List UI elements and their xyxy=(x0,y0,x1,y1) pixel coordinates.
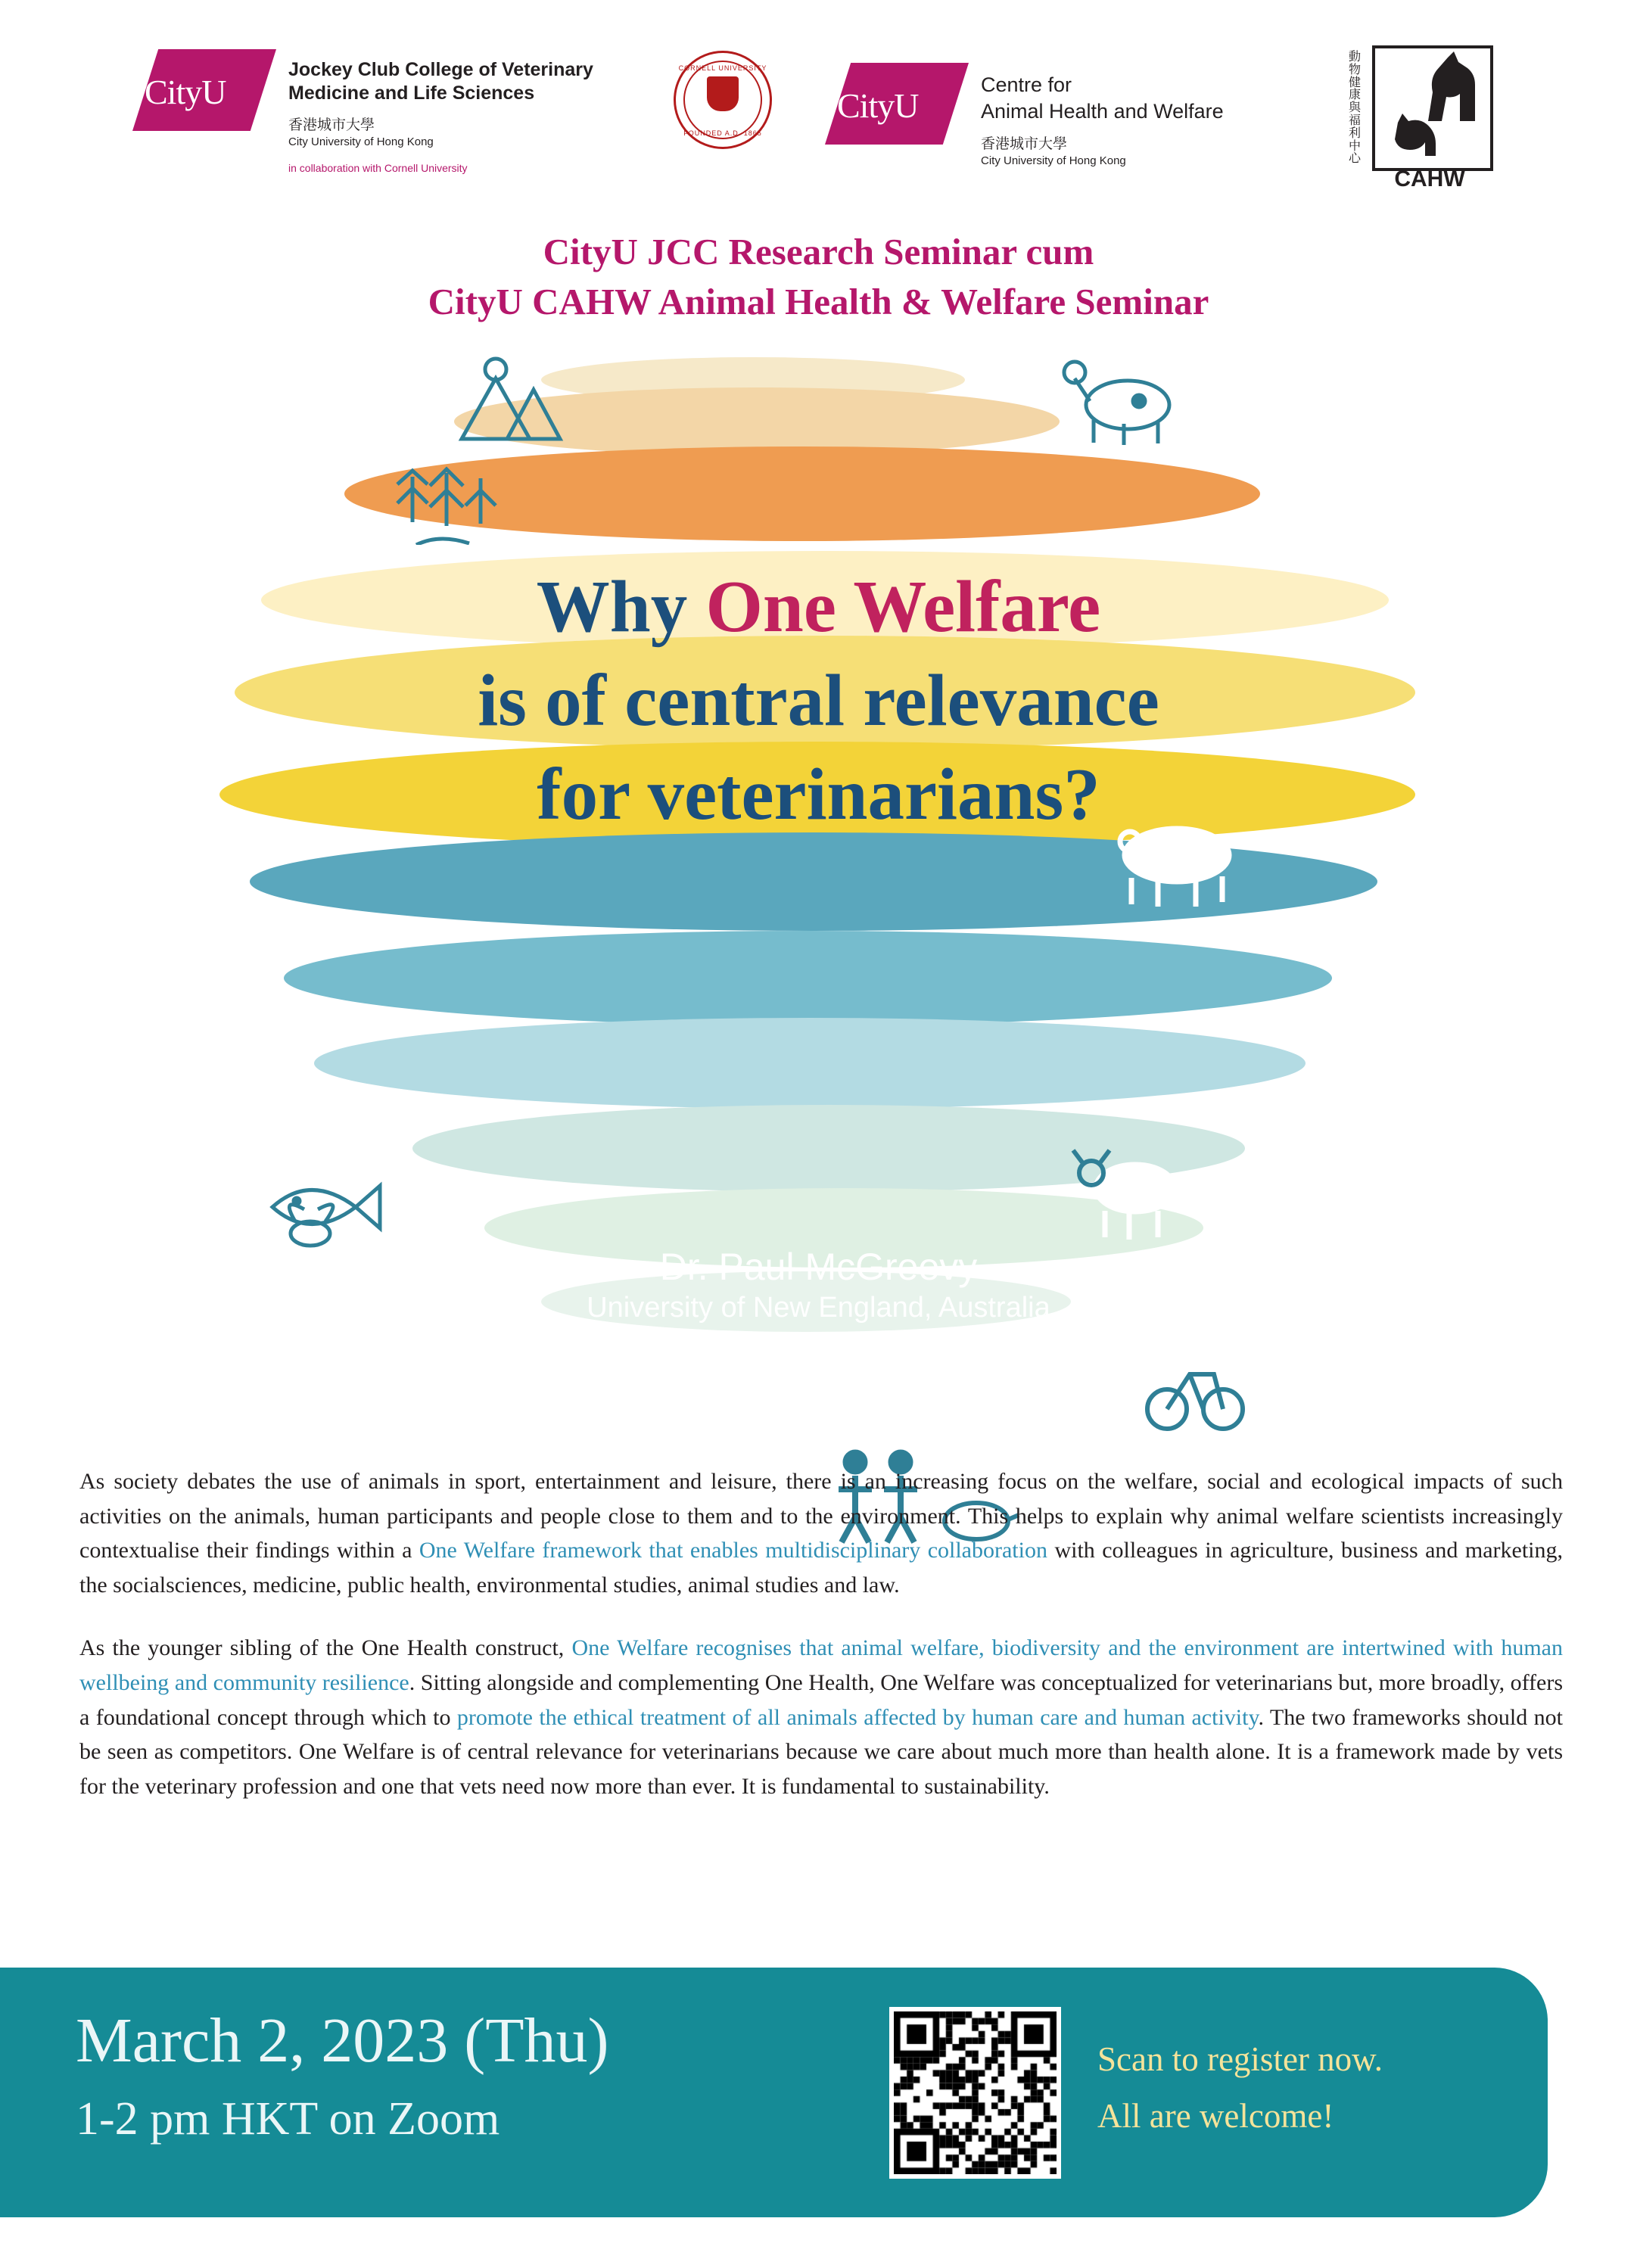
cahw-name-line2: Animal Health and Welfare xyxy=(981,100,1224,123)
abstract-paragraph-2 xyxy=(79,1631,1563,1803)
jcc-name-chinese: 香港城市大學 xyxy=(288,117,375,133)
abstract-paragraph-1 xyxy=(79,1464,1563,1602)
header-logos xyxy=(0,42,1637,216)
cahw-university: City University of Hong Kong xyxy=(981,154,1126,168)
abstract-p2-highlight-2: promote the ethical treatment of all animals affected by human care and human activity xyxy=(456,1704,1259,1730)
poster-title xyxy=(0,560,1637,842)
cornell-seal-bottom-text: FOUNDED A.D. 1865 xyxy=(683,129,762,137)
seminar-heading-line2: CityU CAHW Animal Health & Welfare Seminar xyxy=(428,281,1209,323)
poster-illustration xyxy=(0,333,1637,1423)
cahw-name-line1: Centre for xyxy=(981,73,1072,96)
cahw-badge-chinese-text: 動物健康與福利中心 xyxy=(1348,51,1361,166)
cityu-logo-mark-2 xyxy=(825,63,969,145)
cornell-seal-top-text: CORNELL UNIVERSITY xyxy=(678,64,767,72)
speaker-affiliation: University of New England, Australia xyxy=(587,1292,1050,1324)
illustration-band-8 xyxy=(284,931,1332,1025)
abstract-p1-part-b: with colleagues in agriculture, business and marketing, the socialsciences, medicine, public health, environmental studies, animal studies and law. xyxy=(79,1538,1563,1598)
jcc-logo xyxy=(132,49,593,174)
cornell-shield-icon xyxy=(707,76,739,111)
jcc-logo-text xyxy=(288,49,593,174)
event-time: 1-2 pm HKT on Zoom xyxy=(76,2093,500,2145)
abstract-p1-highlight: One Welfare framework that enables multidisciplinary collaboration xyxy=(419,1538,1047,1563)
cahw-logo xyxy=(825,63,1224,167)
jcc-name-line1: Jockey Club College of Veterinary xyxy=(288,59,593,80)
cta-line-1: Scan to register now. xyxy=(1097,2040,1383,2078)
jcc-collaboration: in collaboration with Cornell University xyxy=(288,161,468,174)
cityu-wordmark-2: CityU xyxy=(837,86,919,125)
jcc-university: City University of Hong Kong xyxy=(288,135,434,148)
event-date: March 2, 2023 (Thu) xyxy=(76,2005,609,2076)
abstract-text xyxy=(79,1464,1563,1832)
cow-icon xyxy=(1052,348,1188,454)
pine-trees-icon xyxy=(386,431,522,545)
registration-qr-code[interactable] xyxy=(889,2007,1061,2179)
poster-title-highlight: One Welfare xyxy=(705,566,1101,647)
cahw-badge-label: CAHW xyxy=(1394,166,1465,191)
abstract-p1-part-a: As society debates the use of animals in sport, entertainment and leisure, there is an increasing focus on the welfare, social and ecological impacts of such activities on the animals, human participants and people close to them and to the environment. This helps to explain why animal welfare scientists increasingly contextualise their findings within a xyxy=(79,1469,1563,1563)
bicycle-icon xyxy=(1143,1347,1249,1438)
cahw-badge-frame xyxy=(1372,45,1493,171)
qr-canvas xyxy=(894,2011,1057,2174)
cityu-logo-mark xyxy=(132,49,276,131)
poster-title-line1 xyxy=(0,560,1637,654)
dog-cat-silhouette-icon xyxy=(1375,48,1484,162)
poster-title-line3: for veterinarians? xyxy=(537,754,1100,835)
poster-title-line1-plain: Why xyxy=(536,566,706,647)
event-footer xyxy=(0,1968,1548,2217)
speaker-name: Dr. Paul McGreevy xyxy=(659,1246,978,1288)
cornell-seal-icon xyxy=(674,51,772,149)
seminar-heading-line1: CityU JCC Research Seminar cum xyxy=(543,231,1094,272)
cta-line-2: All are welcome! xyxy=(1097,2097,1334,2135)
cahw-logo-text xyxy=(981,63,1224,167)
abstract-p2-highlight-1: One Welfare recognises that animal welfare, biodiversity and the environment are intertwined with human wellbeing and community resilience xyxy=(79,1635,1563,1695)
cahw-name-chinese: 香港城市大學 xyxy=(981,136,1068,153)
cityu-wordmark: CityU xyxy=(145,73,226,111)
abstract-p2-part-a: As the younger sibling of the One Health construct, xyxy=(79,1635,572,1661)
speaker-block xyxy=(0,1245,1637,1324)
abstract-p2-part-c: . The two frameworks should not be seen as competitors. One Welfare is of central relevance for veterinarians because we care about much more than health alone. It is a framework made by vets for the veterinary profession and one that vets need now more than ever. It is fundamental to sustainability. xyxy=(79,1704,1563,1799)
jcc-name-line2: Medicine and Life Sciences xyxy=(288,82,535,104)
poster-title-line2: is of central relevance xyxy=(478,660,1159,742)
abstract-p2-part-b: . Sitting alongside and complementing One Health, One Welfare was conceptualized for veterinarians but, more broadly, offers a foundational concept through which to xyxy=(79,1669,1563,1730)
cahw-badge xyxy=(1343,45,1487,191)
illustration-band-9 xyxy=(314,1018,1306,1109)
seminar-heading xyxy=(0,227,1637,327)
